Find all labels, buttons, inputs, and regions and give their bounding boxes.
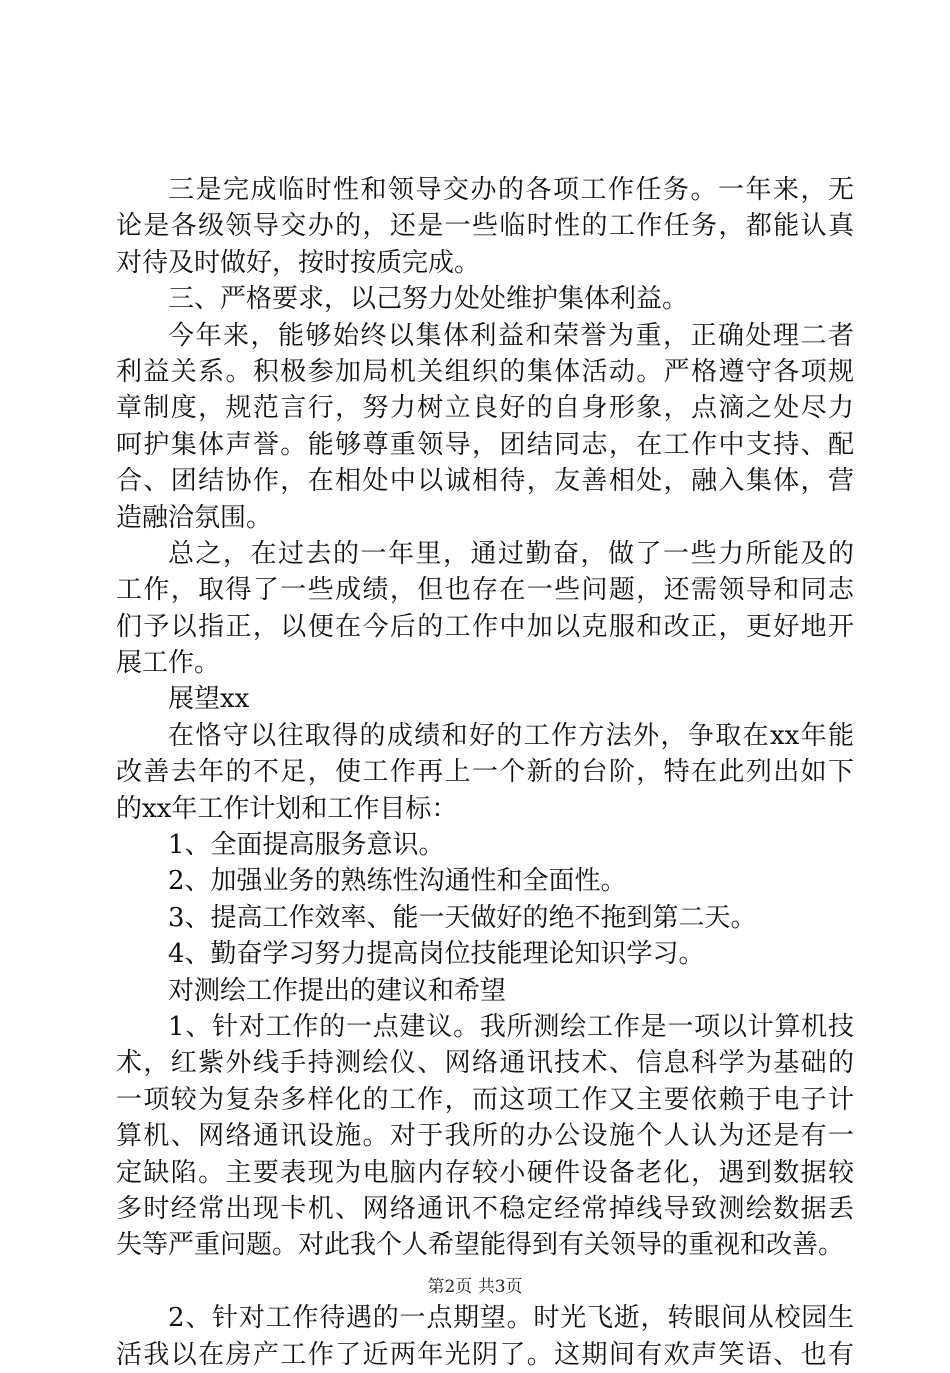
paragraph-line: 对待及时做好，按时按质完成。 (116, 247, 481, 278)
paragraph-line: 们予以指正，以便在今后的工作中加以克服和改正，更好地开 (116, 611, 854, 642)
paragraph-line: 总之，在过去的一年里，通过勤奋，做了一些力所能及的 (168, 538, 854, 569)
paragraph-line: 合、团结协作，在相处中以诚相待，友善相处，融入集体，营 (116, 466, 854, 497)
paragraph-line: 改善去年的不足，使工作再上一个新的台阶，特在此列出如下 (116, 757, 854, 788)
list-item: 3、提高工作效率、能一天做好的绝不拖到第二天。 (168, 902, 757, 933)
paragraph-line: 定缺陷。主要表现为电脑内存较小硬件设备老化，遇到数据较 (116, 1157, 854, 1188)
paragraph-line: 术，红紫外线手持测绘仪、网络通讯技术、信息科学为基础的 (116, 1048, 854, 1079)
paragraph-line: 活我以在房产工作了近两年光阴了。这期间有欢声笑语、也有 (116, 1339, 854, 1370)
section-heading: 展望xx (168, 684, 250, 715)
document-body (116, 172, 854, 1373)
paragraph-line: 2、针对工作待遇的一点期望。时光飞逝，转眼间从校园生 (168, 1303, 854, 1334)
paragraph-line: 造融洽氛围。 (116, 502, 273, 533)
paragraph-line: 章制度，规范言行，努力树立良好的自身形象，点滴之处尽力 (116, 393, 854, 424)
paragraph-line: 失等严重问题。对此我个人希望能得到有关领导的重视和改善。 (116, 1230, 845, 1261)
paragraph-line: 论是各级领导交办的，还是一些临时性的工作任务，都能认真 (116, 211, 854, 242)
paragraph-line: 多时经常出现卡机、网络通讯不稳定经常掉线导致测绘数据丢 (116, 1193, 854, 1224)
list-item: 2、加强业务的熟练性沟通性和全面性。 (168, 866, 627, 897)
page-number-footer: 第2页 共3页 (427, 1277, 523, 1297)
paragraph-line: 三是完成临时性和领导交办的各项工作任务。一年来，无 (168, 175, 854, 205)
paragraph-line: 展工作。 (116, 648, 221, 679)
list-item: 1、全面提高服务意识。 (168, 830, 445, 861)
paragraph-line: 算机、网络通讯设施。对于我所的办公设施个人认为还是有一 (116, 1121, 854, 1152)
paragraph-line: 呵护集体声誉。能够尊重领导，团结同志，在工作中支持、配 (116, 429, 854, 460)
paragraph-line: 利益关系。积极参加局机关组织的集体活动。严格遵守各项规 (116, 356, 854, 387)
paragraph-line: 今年来，能够始终以集体利益和荣誉为重，正确处理二者 (168, 320, 854, 351)
list-item: 4、勤奋学习努力提高岗位技能理论知识学习。 (168, 939, 705, 970)
paragraph-line: 的xx年工作计划和工作目标： (116, 793, 458, 824)
section-heading: 对测绘工作提出的建议和希望 (168, 975, 507, 1006)
paragraph-line: 1、针对工作的一点建议。我所测绘工作是一项以计算机技 (168, 1011, 854, 1042)
paragraph-line: 一项较为复杂多样化的工作，而这项工作又主要依赖于电子计 (116, 1084, 854, 1115)
paragraph-line: 工作，取得了一些成绩，但也存在一些问题，还需领导和同志 (116, 575, 854, 606)
section-heading: 三、严格要求，以己努力处处维护集体利益。 (168, 284, 689, 315)
paragraph-line: 在恪守以往取得的成绩和好的工作方法外，争取在xx年能 (168, 720, 854, 751)
